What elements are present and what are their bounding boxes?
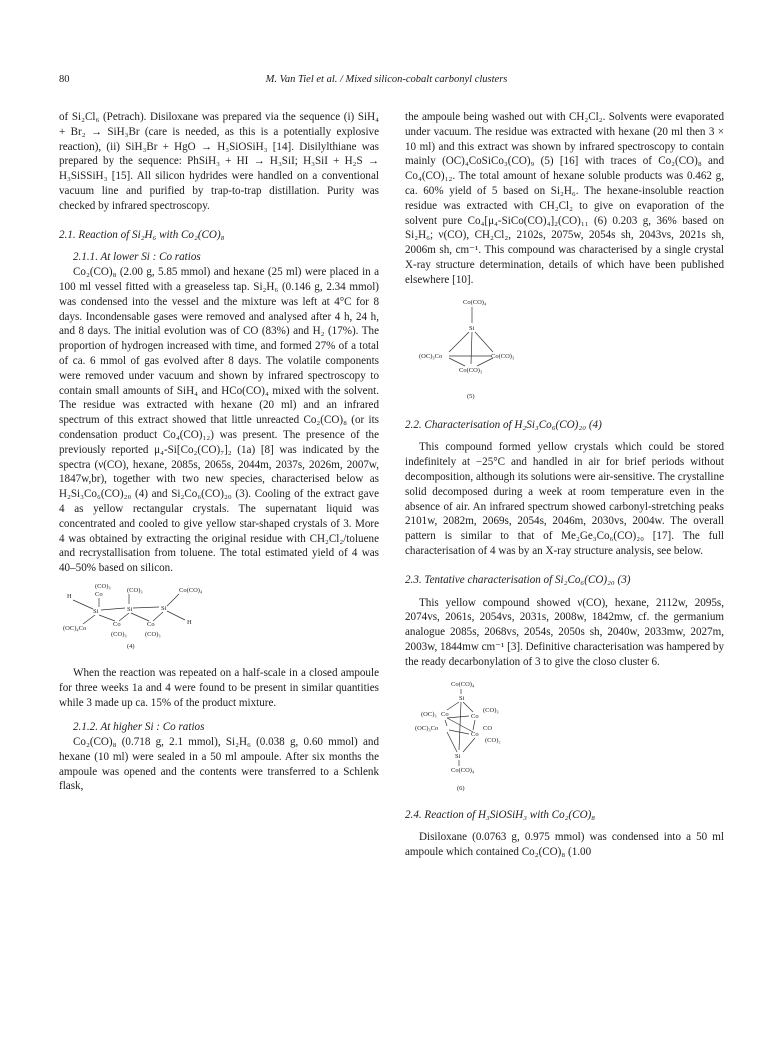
fig6-text: Co [471, 730, 479, 738]
fig6-text: (CO)₂ [485, 736, 501, 744]
section-2-1-heading: 2.1. Reaction of Si₂H₆ with Co₂(CO)₈ [59, 228, 225, 241]
fig6-text: (OC)₃Co [415, 724, 439, 732]
fig6-text: Si [459, 694, 465, 702]
fig5-label: (5) [467, 392, 475, 400]
fig4-text: Si [161, 604, 167, 612]
fig4-text: H [67, 592, 72, 600]
right-column [405, 110, 724, 860]
fig5-text: Si [469, 324, 475, 332]
fig6-text: CO [483, 724, 493, 732]
continued-paragraph: the ampoule being washed out with CH₂Cl₂. Solvents were evaporated under vacuum. The residue was extracted with hexane (20 ml then 3 × 10 ml) and this extract was shown by infrared spectroscopy to contain mainly (OC)₄CoSiCo₃(CO)₉ (5) [16] with traces of Co₂(CO)₈ and Co₄(CO)₁₂. The total amount of hexane soluble products was 0.462 g, ca. 60% yield of 5 based on Si₂H₆. The hexane-insoluble reaction residue was extracted with CH₂Cl₂ to give on evaporation of the solvent pure Co₄[μ₄-SiCo(CO)₄]₂(CO)₁₁ (6) 0.203 g, 36% based on Si₂H₆; ν(CO), CH₂Cl₂, 2102s, 2075w, 2054s sh, 2043vs, 2021s sh, 2006m sh, cm⁻¹. This compound was characterised by a single crystal X-ray structure determination, details of which have been published elsewhere [10]. [405, 111, 724, 286]
fig4-text: (CO)₃ [127, 586, 143, 594]
section-2-1-2-paragraph: Co₂(CO)₈ (0.718 g, 2.1 mmol), Si₂H₆ (0.038 g, 0.60 mmol) and hexane (10 ml) were sealed in a 50 ml ampoule. After six months the ampoule was opened and the contents were transferred to a Schlenk flask, [59, 736, 379, 793]
fig6-label: (6) [457, 784, 465, 792]
structure-diagram-4 [63, 584, 263, 658]
structure-diagram-6 [415, 678, 535, 794]
fig4-text: Co [95, 590, 103, 598]
structure-diagram-5 [419, 296, 539, 404]
fig4-text: (OC)₄Co [63, 624, 87, 632]
fig6-text: (OC)₃ [421, 710, 437, 718]
fig4-text: Co(CO)₄ [179, 586, 203, 594]
fig4-text: Si [93, 607, 99, 615]
section-2-4-heading: 2.4. Reaction of H₃SiOSiH₃ with Co₂(CO)₈ [405, 808, 596, 821]
fig4-text: (CO)₃ [95, 583, 111, 590]
section-2-3-heading: 2.3. Tentative characterisation of Si₂Co₆(CO)₂₀ (3) [405, 573, 631, 586]
fig4-text: Si [127, 605, 133, 613]
fig4-text: Co [113, 620, 121, 628]
running-title: M. Van Tiel et al. / Mixed silicon-cobalt carbonyl clusters [265, 74, 508, 85]
half-scale-paragraph: When the reaction was repeated on a half-scale in a closed ampoule for three weeks 1a and 4 were found to be present in similar quantities while 3 made up ca. 15% of the product mixture. [59, 666, 379, 709]
fig4-label: (4) [127, 642, 135, 650]
fig4-text: H [187, 618, 192, 626]
fig5-text: Co(CO)₃ [459, 366, 483, 374]
section-2-1-1-paragraph: Co₂(CO)₈ (2.00 g, 5.85 mmol) and hexane (25 ml) were placed in a 100 ml vessel fitted with a greaseless tap. Si₂H₆ (0.146 g, 2.34 mmol) was condensed into the vessel and the mixture was left at 4°C for 8 days. Incondensable gases were removed and analysed after 4 h, 24 h, and 8 days. The initial evolution was of CO (83%) and H₂ (17%). The proportion of hydrogen increased with time, and formed 27% of a total of ca. 6 mmol of gas evolved after 8 days. The volatile components were removed under vacuum and shown by infrared spectroscopy to contain small amounts of SiH₄ and HCo(CO)₄ mixed with the solvent. The residue was extracted with hexane (20 ml) and an infrared spectrum of this extract showed that little unreacted Co₂(CO)₈ (or its condensation product Co₄(CO)₁₂) was present. The presence of the previously reported μ₄-Si[Co₂(CO)₇]₂ (1a) [8] was indicated by the spectra (ν(CO), hexane, 2085s, 2065s, 2044m, 2037s, 2026m, 2007w, 1847w,br), together with two new species, characterised below as H₂Si₃Co₆(CO)₂₀ (4) and Si₂Co₆(CO)₂₀ (3). Cooling of the extract gave 4 as yellow rectangular crystals. The supernatant liquid was concentrated and cooled to give yellow star-shaped crystals of 3. More 4 was obtained by extracting the original residue with CH₂Cl₂/toluene and recrystallisation from toluene. The total estimated yield of 4 was 40–50% based on silicon. [59, 266, 379, 575]
fig6-text: Co [441, 710, 449, 718]
section-2-1-1-heading: 2.1.1. At lower Si : Co ratios [73, 251, 201, 264]
fig6-text: (CO)₃ [483, 706, 499, 714]
fig5-text: Co(CO)₄ [463, 298, 487, 306]
fig6-text: Si [455, 752, 461, 760]
section-2-3-paragraph: This yellow compound showed ν(CO), hexane, 2112w, 2095s, 2074vs, 2061s, 2054vs, 2031s, 2008w, 1842mw, cf. the germanium analogue 2085s, 2068vs, 2054s, 2050s sh, 2040w, 2033mw, 2027m, 2003w, 1844mw cm⁻¹ [3]. Definitive characterisation was hampered by the ready decarbonylation of 3 to give the closo cluster 6. [405, 596, 724, 668]
section-2-4-paragraph: Disiloxane (0.0763 g, 0.975 mmol) was condensed into a 50 ml ampoule which contained Co₂(CO)₈ (1.00 [405, 831, 724, 859]
fig4-text: Co [147, 620, 155, 628]
section-2-2-paragraph: This compound formed yellow crystals which could be stored indefinitely at −25°C and handled in air for brief periods without decomposition, although its solutions were air-sensitive. The crystalline solid decomposed during a week at room temperature even in the absence of air. An infrared spectrum showed carbonyl-stretching peaks 2101w, 2082m, 2069s, 2054s, 2046m, 2030vs, 2004w. The overall pattern is similar to that of Me₂Ge₃Co₆(CO)₂₀ [17]. The full characterisation of 4 was by an X-ray structure analysis, see below. [405, 441, 724, 557]
section-2-1-2-heading: 2.1.2. At higher Si : Co ratios [73, 721, 205, 734]
fig4-text: (CO)₃ [145, 630, 161, 638]
fig6-text: Co [471, 712, 479, 720]
fig6-text: Co(CO)₄ [451, 680, 475, 688]
intro-paragraph: of Si₂Cl₆ (Petrach). Disiloxane was prepared via the sequence (i) SiH₄ + Br₂ → SiH₃Br (care is needed, as this is a potentially explosive reaction), (ii) SiH₃Br + HgO → H₃SiOSiH₃ [14]. Disilylthiane was prepared by the sequence: PhSiH₃ + HI → H₃SiI; H₃SiI + H₂S → H₃SiSSiH₃ [15]. All silicon hydrides were handled on a conventional vacuum line and purified by trap-to-trap distillation. Purity was checked by infrared spectroscopy. [59, 111, 379, 212]
section-2-2-heading: 2.2. Characterisation of H₂Si₃Co₆(CO)₂₀ (4) [405, 418, 602, 431]
left-column [59, 110, 379, 794]
fig5-text: Co(CO)₃ [491, 352, 515, 360]
fig4-text: (CO)₃ [111, 630, 127, 638]
page-number: 80 [59, 74, 70, 85]
fig6-text: Co(CO)₄ [451, 766, 475, 774]
fig5-text: (OC)₃Co [419, 352, 443, 360]
